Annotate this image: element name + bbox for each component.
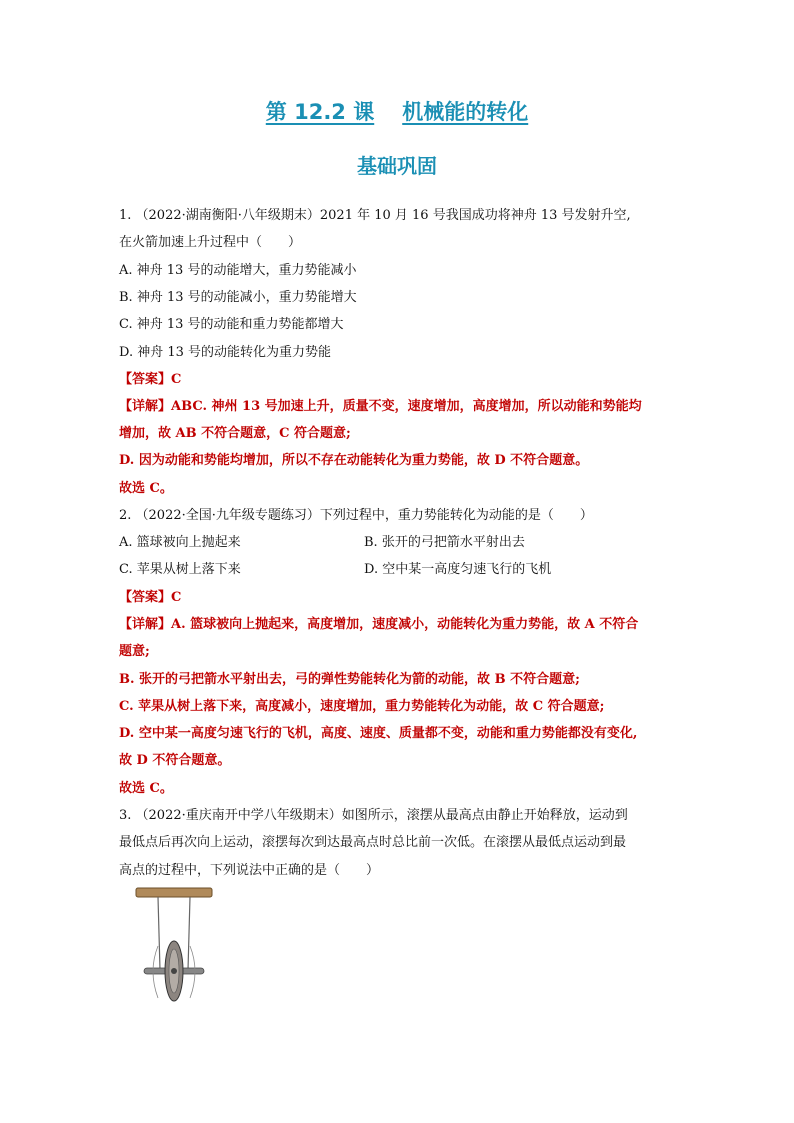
q1-option-c: C. 神舟 13 号的动能和重力势能都增大 <box>119 317 344 332</box>
answer-value: C <box>171 372 182 387</box>
detail-tag: 【详解】 <box>119 399 172 414</box>
answer-tag: 【答案】 <box>119 590 172 605</box>
lesson-name: 机械能的转化 <box>402 100 529 124</box>
q2-option-a: A. 篮球被向上抛起来 <box>119 535 241 550</box>
lesson-title <box>0 96 794 126</box>
q1-detail-line1 <box>119 398 642 416</box>
q2-detail-line5: D. 空中某一高度匀速飞行的飞机，高度、速度、质量都不变，动能和重力势能都没有变化, <box>119 726 638 741</box>
q2-stem: 2. （2022·全国·九年级专题练习）下列过程中，重力势能转化为动能的是（ ） <box>119 508 593 523</box>
lesson-number: 第 12.2 课 <box>265 100 375 124</box>
q2-detail-line1 <box>119 616 638 634</box>
q1-conclusion: 故选 C。 <box>119 481 173 496</box>
q3-stem-line2: 最低点后再次向上运动，滚摆每次到达最高点时总比前一次低。在滚摆从最低点运动到最 <box>119 835 627 850</box>
q1-detail-line3: D. 因为动能和势能均增加，所以不存在动能转化为重力势能，故 D 不符合题意。 <box>119 453 589 468</box>
q1-answer <box>119 371 181 389</box>
q2-answer <box>119 589 181 607</box>
q2-detail-line6: 故 D 不符合题意。 <box>119 753 231 768</box>
answer-value: C <box>171 590 182 605</box>
q1-option-d: D. 神舟 13 号的动能转化为重力势能 <box>119 345 332 360</box>
q2-detail-line4: C. 苹果从树上落下来，高度减小，速度增加，重力势能转化为动能，故 C 符合题意; <box>119 699 605 714</box>
q3-stem-line3: 高点的过程中，下列说法中正确的是（ ） <box>119 863 380 878</box>
q2-option-b: B. 张开的弓把箭水平射出去 <box>364 535 525 550</box>
q1-stem-line1: 1. （2022·湖南衡阳·八年级期末）2021 年 10 月 16 号我国成功将神舟 13 号发射升空, <box>119 208 631 223</box>
q1-detail-line2: 增加，故 AB 不符合题意，C 符合题意; <box>119 426 351 441</box>
detail-text: A. 篮球被向上抛起来，高度增加，速度减小，动能转化为重力势能，故 A 不符合 <box>171 617 639 632</box>
section-subtitle: 基础巩固 <box>357 154 437 178</box>
q2-conclusion: 故选 C。 <box>119 781 173 796</box>
detail-tag: 【详解】 <box>119 617 172 632</box>
detail-text: ABC. 神州 13 号加速上升，质量不变，速度增加，高度增加，所以动能和势能均 <box>171 399 642 414</box>
q3-stem-line1: 3. （2022·重庆南开中学八年级期末）如图所示，滚摆从最高点由静止开始释放，运动到 <box>119 808 628 823</box>
q2-option-d: D. 空中某一高度匀速飞行的飞机 <box>364 562 552 577</box>
q2-detail-line2: 题意; <box>119 644 150 659</box>
q2-option-c: C. 苹果从树上落下来 <box>119 562 241 577</box>
q1-option-a: A. 神舟 13 号的动能增大，重力势能减小 <box>119 263 357 278</box>
q2-detail-line3: B. 张开的弓把箭水平射出去，弓的弹性势能转化为箭的动能，故 B 不符合题意; <box>119 672 580 687</box>
answer-tag: 【答案】 <box>119 372 172 387</box>
q1-stem-line2: 在火箭加速上升过程中（ ） <box>119 235 302 250</box>
q1-option-b: B. 神舟 13 号的动能减小，重力势能增大 <box>119 290 357 305</box>
maxwell-pendulum-icon <box>134 886 214 1018</box>
